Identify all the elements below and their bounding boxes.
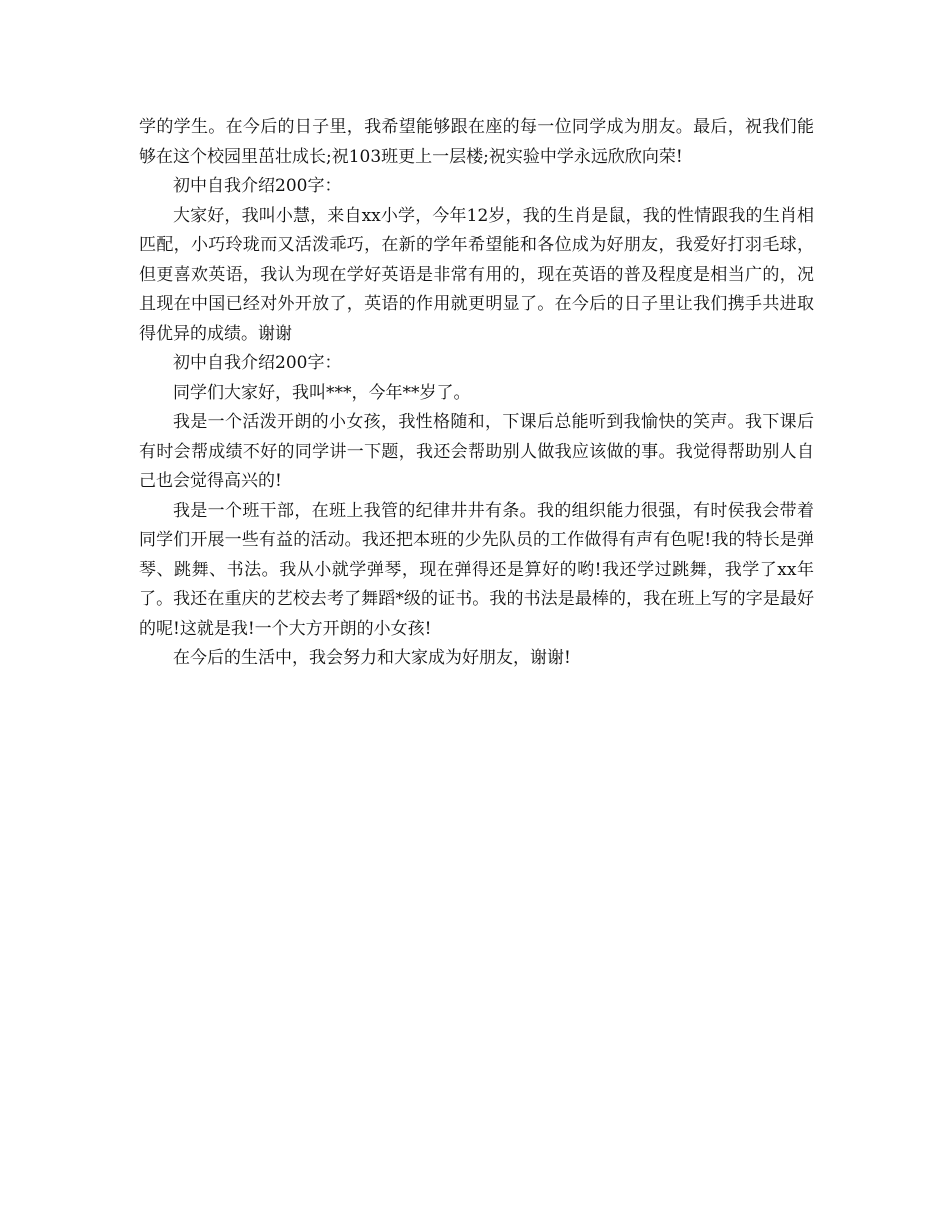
closing-paragraph: 在今后的生活中，我会努力和大家成为好朋友，谢谢! [173,648,571,668]
document-body [139,113,814,674]
continuation-paragraph: 学的学生。在今后的日子里，我希望能够跟在座的每一位同学成为朋友。最后，祝我们能够在这个校园里茁壮成长;祝103班更上一层楼;祝实验中学永远欣欣向荣! [139,117,814,167]
body-paragraph: 我是一个班干部，在班上我管的纪律井井有条。我的组织能力很强，有时侯我会带着同学们开展一些有益的活动。我还把本班的少先队员的工作做得有声有色呢!我的特长是弹琴、跳舞、书法。我从小就学弹琴，现在弹得还是算好的哟!我还学过跳舞，我学了xx年了。我还在重庆的艺校去考了舞蹈*级的证书。我的书法是最棒的，我在班上写的字是最好的呢!这就是我!一个大方开朗的小女孩! [139,500,814,639]
section-heading: 初中自我介绍200字： [173,353,342,373]
section-heading: 初中自我介绍200字： [173,176,342,196]
body-paragraph: 我是一个活泼开朗的小女孩，我性格随和，下课后总能听到我愉快的笑声。我下课后有时会帮成绩不好的同学讲一下题，我还会帮助别人做我应该做的事。我觉得帮助别人自己也会觉得高兴的! [139,412,814,491]
intro-paragraph: 大家好，我叫小慧，来自xx小学，今年12岁，我的生肖是鼠，我的性情跟我的生肖相匹配，小巧玲珑而又活泼乖巧，在新的学年希望能和各位成为好朋友，我爱好打羽毛球，但更喜欢英语，我认为现在学好英语是非常有用的，现在英语的普及程度是相当广的，况且现在中国已经对外开放了，英语的作用就更明显了。在今后的日子里让我们携手共进取得优异的成绩。谢谢 [139,205,814,344]
greeting-paragraph: 同学们大家好，我叫***，今年**岁了。 [173,382,471,403]
